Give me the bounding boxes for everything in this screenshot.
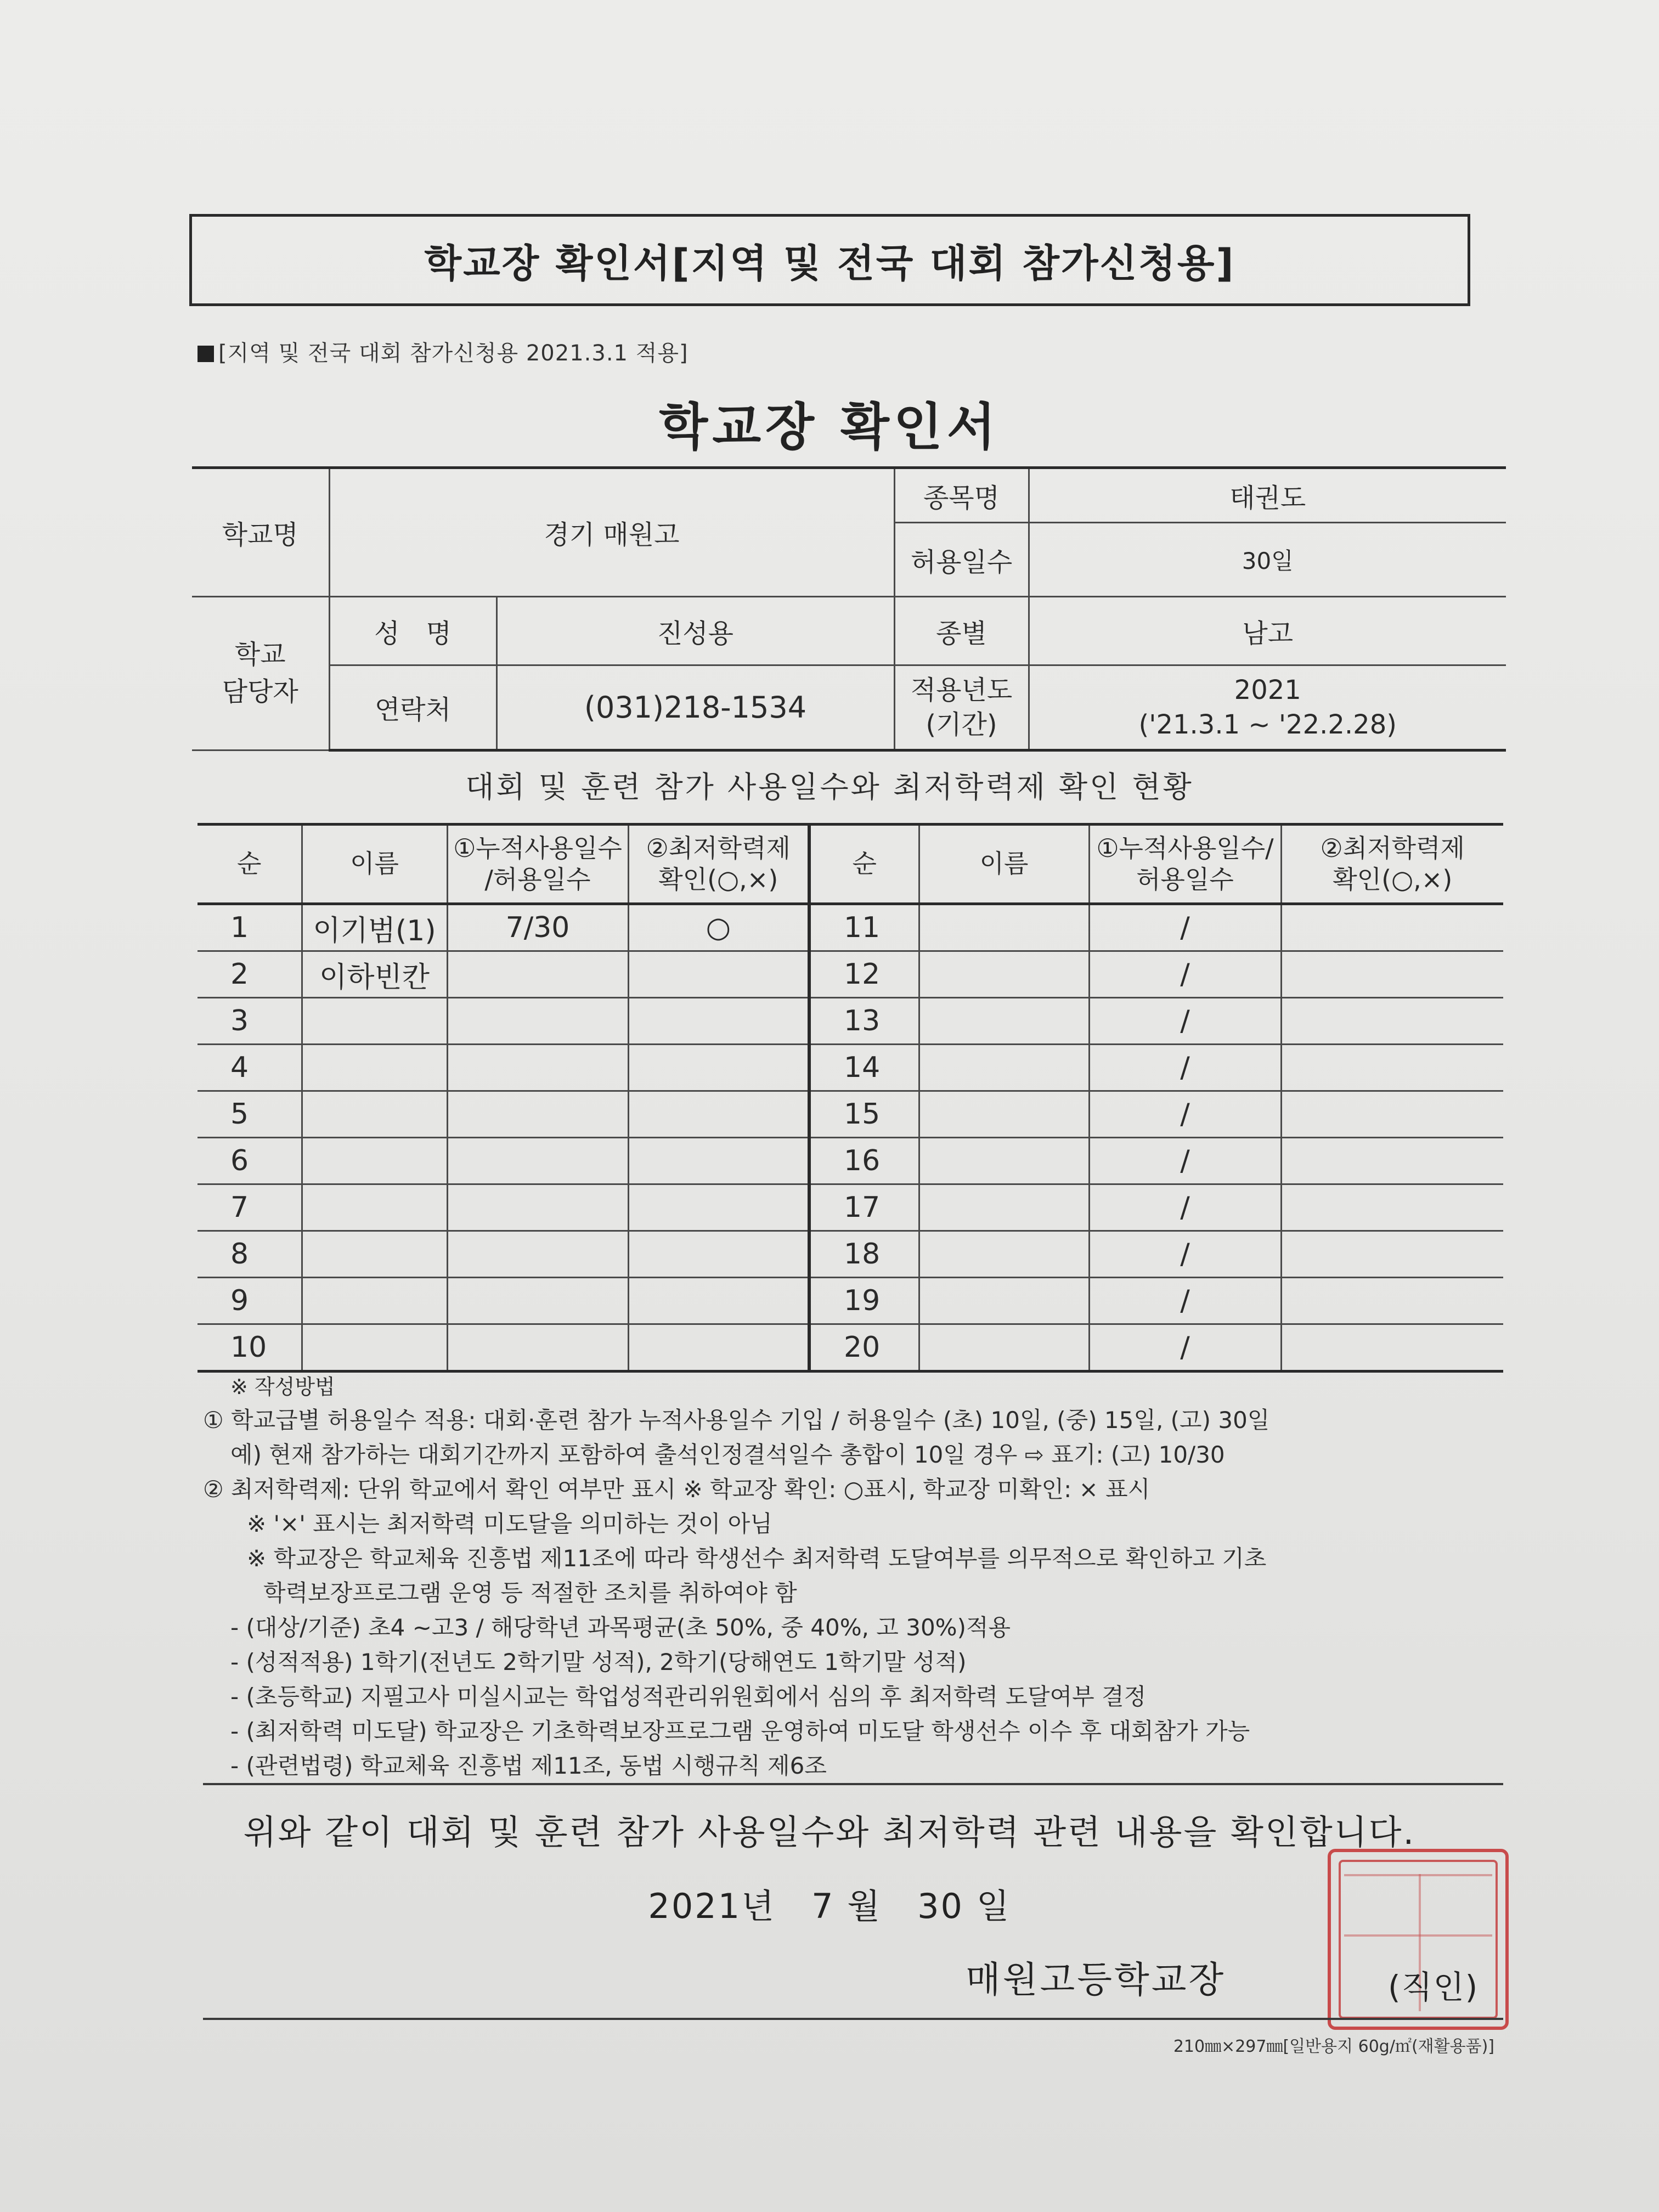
phone-value: (031)218-1534 — [496, 665, 894, 751]
row-days — [447, 1324, 628, 1372]
bottom-divider-line — [203, 2018, 1503, 2020]
row-no-2: 16 — [809, 1138, 919, 1184]
row-days — [447, 951, 628, 998]
gender-label: 종별 — [894, 597, 1029, 665]
event-value: 태권도 — [1029, 468, 1506, 523]
row-name-2 — [919, 998, 1089, 1045]
row-days-2: / — [1089, 904, 1281, 951]
row-name-2 — [919, 1091, 1089, 1138]
row-check-2 — [1281, 1278, 1503, 1324]
school-label: 학교명 — [192, 468, 329, 597]
row-days — [447, 1278, 628, 1324]
row-days-2: / — [1089, 1138, 1281, 1184]
header-check-2: ②최저학력제 확인(○,×) — [1281, 825, 1503, 904]
note-4: ※ 학교장은 학교체육 진흥법 제11조에 따라 학생선수 최저학력 도달여부를 의무적으로 확인하고 기초 — [247, 1545, 1267, 1572]
issue-date: 2021년 7 월 30 일 — [648, 1886, 1011, 1926]
header-title: 학교장 확인서[지역 및 전국 대회 참가신청용] — [424, 240, 1235, 286]
row-check — [628, 1278, 809, 1324]
row-check-2 — [1281, 1184, 1503, 1231]
row-check-2 — [1281, 1231, 1503, 1278]
row-no: 5 — [198, 1091, 302, 1138]
row-no-2: 17 — [809, 1184, 919, 1231]
note-1-example: 예) 현재 참가하는 대회기간까지 포함하여 출석인정결석일수 총합이 10일 경우 ⇨ 표기: (고) 10/30 — [230, 1441, 1225, 1468]
row-check — [628, 1231, 809, 1278]
row-days — [447, 1091, 628, 1138]
table-row — [198, 1231, 1503, 1278]
row-check-2 — [1281, 998, 1503, 1045]
confirm-statement: 위와 같이 대회 및 훈련 참가 사용일수와 최저학력 관련 내용을 확인합니다. — [243, 1812, 1416, 1852]
row-no-2: 13 — [809, 998, 919, 1045]
row-days — [447, 1184, 628, 1231]
row-days — [447, 1231, 628, 1278]
row-name: 이기범(1) — [302, 904, 447, 951]
row-no-2: 19 — [809, 1278, 919, 1324]
row-check-2 — [1281, 1091, 1503, 1138]
row-days-2: / — [1089, 1045, 1281, 1091]
row-no: 6 — [198, 1138, 302, 1184]
row-name — [302, 1138, 447, 1184]
header-title-box — [189, 214, 1470, 306]
header-days: ①누적사용일수 /허용일수 — [447, 825, 628, 904]
row-name-2 — [919, 1045, 1089, 1091]
row-no: 4 — [198, 1045, 302, 1091]
row-check-2 — [1281, 1045, 1503, 1091]
row-days-2: / — [1089, 1184, 1281, 1231]
row-name-2 — [919, 1324, 1089, 1372]
name-label: 성 명 — [329, 597, 496, 665]
row-no-2: 11 — [809, 904, 919, 951]
note-2: ② 최저학력제: 단위 학교에서 확인 여부만 표시 ※ 학교장 확인: ○표시, 학교장 미확인: × 표시 — [203, 1476, 1150, 1503]
row-days — [447, 1138, 628, 1184]
row-no: 8 — [198, 1231, 302, 1278]
detail-2: - (성적적용) 1학기(전년도 2학기말 성적), 2학기(당해연도 1학기말 성적) — [230, 1649, 967, 1675]
detail-4: - (최저학력 미도달) 학교장은 기초학력보장프로그램 운영하여 미도달 학생선수 이수 후 대회참가 가능 — [230, 1718, 1250, 1745]
row-name-2 — [919, 951, 1089, 998]
row-name — [302, 1324, 447, 1372]
row-days-2: / — [1089, 1324, 1281, 1372]
row-no: 7 — [198, 1184, 302, 1231]
writing-instructions — [203, 1372, 1509, 1783]
row-check-2 — [1281, 904, 1503, 951]
row-check — [628, 1045, 809, 1091]
row-no-2: 14 — [809, 1045, 919, 1091]
row-days-2: / — [1089, 1278, 1281, 1324]
name-value: 진성용 — [496, 597, 894, 665]
table-row — [198, 951, 1503, 998]
table-row — [198, 998, 1503, 1045]
allowed-days-label: 허용일수 — [894, 523, 1029, 597]
seal-label: (직인) — [1388, 1968, 1479, 2006]
row-no: 10 — [198, 1324, 302, 1372]
row-name-2 — [919, 1278, 1089, 1324]
detail-5: - (관련법령) 학교체육 진흥법 제11조, 동법 시행규칙 제6조 — [230, 1752, 827, 1779]
header-days-2: ①누적사용일수/ 허용일수 — [1089, 825, 1281, 904]
row-name-2 — [919, 904, 1089, 951]
row-name — [302, 1184, 447, 1231]
header-name-2: 이름 — [919, 825, 1089, 904]
row-name — [302, 1091, 447, 1138]
row-name — [302, 998, 447, 1045]
school-value: 경기 매원고 — [329, 468, 894, 597]
row-check — [628, 951, 809, 998]
row-no-2: 20 — [809, 1324, 919, 1372]
row-name — [302, 1278, 447, 1324]
doc-title: 학교장 확인서 — [659, 398, 1000, 456]
paper-spec: 210㎜×297㎜[일반용지 60g/㎡(재활용품)] — [1173, 2037, 1494, 2056]
table-row — [198, 1324, 1503, 1372]
row-no-2: 18 — [809, 1231, 919, 1278]
square-bullet-icon — [198, 346, 214, 362]
detail-3: - (초등학교) 지필고사 미실시교는 학업성적관리위원회에서 심의 후 최저학력 도달여부 결정 — [230, 1683, 1147, 1710]
year-value: 2021 ('21.3.1 ~ '22.2.28) — [1029, 665, 1506, 751]
row-check-2 — [1281, 951, 1503, 998]
records-header-row — [198, 825, 1503, 904]
row-check — [628, 1091, 809, 1138]
table-row — [198, 1091, 1503, 1138]
table-row — [198, 1045, 1503, 1091]
row-days — [447, 1045, 628, 1091]
table-row — [198, 904, 1503, 951]
row-check — [628, 1324, 809, 1372]
principal-name: 매원고등학교장 — [966, 1959, 1226, 2001]
section-title: 대회 및 훈련 참가 사용일수와 최저학력제 확인 현황 — [465, 770, 1194, 804]
row-days: 7/30 — [447, 904, 628, 951]
header-no-2: 순 — [809, 825, 919, 904]
applies-note — [198, 336, 689, 367]
header-no: 순 — [198, 825, 302, 904]
contact-person-label: 학교 담당자 — [192, 597, 329, 751]
note-1: ① 학교급별 허용일수 적용: 대회·훈련 참가 누적사용일수 기입 / 허용일수 (초) 10일, (중) 15일, (고) 30일 — [203, 1407, 1270, 1434]
divider-line — [203, 1783, 1503, 1785]
phone-label: 연락처 — [329, 665, 496, 751]
row-no: 9 — [198, 1278, 302, 1324]
row-name: 이하빈칸 — [302, 951, 447, 998]
row-check-2 — [1281, 1324, 1503, 1372]
row-check — [628, 1184, 809, 1231]
note-3: ※ '×' 표시는 최저학력 미도달을 의미하는 것이 아님 — [247, 1510, 772, 1537]
row-no: 3 — [198, 998, 302, 1045]
school-info-table — [192, 466, 1506, 752]
notes-heading: ※ 작성방법 — [230, 1375, 335, 1399]
row-days-2: / — [1089, 951, 1281, 998]
detail-1: - (대상/기준) 초4 ~고3 / 해당학년 과목평균(초 50%, 중 40%, 고 30%)적용 — [230, 1614, 1011, 1641]
year-label: 적용년도 (기간) — [894, 665, 1029, 751]
row-no: 2 — [198, 951, 302, 998]
allowed-days-value: 30일 — [1029, 523, 1506, 597]
row-no-2: 12 — [809, 951, 919, 998]
header-check: ②최저학력제 확인(○,×) — [628, 825, 809, 904]
row-name — [302, 1045, 447, 1091]
row-no: 1 — [198, 904, 302, 951]
note-4-cont: 학력보장프로그램 운영 등 적절한 조치를 취하여야 함 — [263, 1579, 797, 1606]
records-table — [198, 823, 1503, 1373]
header-name: 이름 — [302, 825, 447, 904]
row-check — [628, 998, 809, 1045]
row-name-2 — [919, 1231, 1089, 1278]
row-name-2 — [919, 1184, 1089, 1231]
row-check-2 — [1281, 1138, 1503, 1184]
table-row — [198, 1278, 1503, 1324]
gender-value: 남고 — [1029, 597, 1506, 665]
row-days-2: / — [1089, 998, 1281, 1045]
row-no-2: 15 — [809, 1091, 919, 1138]
row-days-2: / — [1089, 1091, 1281, 1138]
row-check: ○ — [628, 904, 809, 951]
row-days — [447, 998, 628, 1045]
table-row — [198, 1138, 1503, 1184]
row-name-2 — [919, 1138, 1089, 1184]
applies-note-text: [지역 및 전국 대회 참가신청용 2021.3.1 적용] — [218, 341, 689, 366]
event-label: 종목명 — [894, 468, 1029, 523]
row-check — [628, 1138, 809, 1184]
row-name — [302, 1231, 447, 1278]
row-days-2: / — [1089, 1231, 1281, 1278]
table-row — [198, 1184, 1503, 1231]
